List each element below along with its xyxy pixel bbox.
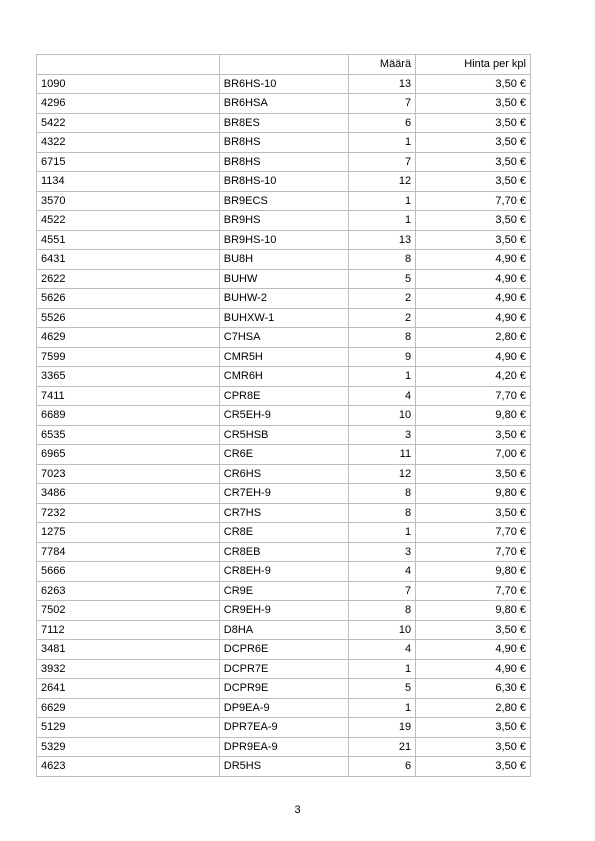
cell-quantity: 6 <box>349 113 416 133</box>
cell-model: CR7HS <box>219 503 349 523</box>
cell-unit-price: 3,50 € <box>416 133 531 153</box>
header-row <box>37 55 531 75</box>
table-row <box>37 328 531 348</box>
cell-quantity: 10 <box>349 620 416 640</box>
cell-id: 1090 <box>37 74 220 94</box>
cell-unit-price: 7,70 € <box>416 581 531 601</box>
table-row <box>37 601 531 621</box>
cell-unit-price: 4,90 € <box>416 289 531 309</box>
table-row <box>37 289 531 309</box>
table-row <box>37 133 531 153</box>
table-row <box>37 464 531 484</box>
table-row <box>37 386 531 406</box>
cell-model: BR8ES <box>219 113 349 133</box>
cell-model: CR5EH-9 <box>219 406 349 426</box>
cell-model: C7HSA <box>219 328 349 348</box>
cell-model: CR9E <box>219 581 349 601</box>
cell-model: DP9EA-9 <box>219 698 349 718</box>
table-header <box>37 55 531 75</box>
cell-id: 4322 <box>37 133 220 153</box>
cell-unit-price: 9,80 € <box>416 406 531 426</box>
table-row <box>37 503 531 523</box>
table-row <box>37 698 531 718</box>
cell-id: 6535 <box>37 425 220 445</box>
header-id <box>37 55 220 75</box>
cell-quantity: 5 <box>349 679 416 699</box>
cell-quantity: 3 <box>349 425 416 445</box>
table-row <box>37 347 531 367</box>
cell-model: BR6HS-10 <box>219 74 349 94</box>
cell-model: BR8HS <box>219 133 349 153</box>
cell-quantity: 21 <box>349 737 416 757</box>
cell-unit-price: 3,50 € <box>416 425 531 445</box>
cell-unit-price: 3,50 € <box>416 718 531 738</box>
table-row <box>37 640 531 660</box>
cell-quantity: 13 <box>349 74 416 94</box>
table-row <box>37 269 531 289</box>
table-row <box>37 172 531 192</box>
table-row <box>37 445 531 465</box>
cell-quantity: 1 <box>349 523 416 543</box>
cell-quantity: 7 <box>349 94 416 114</box>
cell-model: CPR8E <box>219 386 349 406</box>
cell-id: 6629 <box>37 698 220 718</box>
cell-quantity: 4 <box>349 386 416 406</box>
table-row <box>37 406 531 426</box>
header-quantity: Määrä <box>349 55 416 75</box>
cell-model: BUHW-2 <box>219 289 349 309</box>
cell-quantity: 1 <box>349 211 416 231</box>
cell-model: DCPR7E <box>219 659 349 679</box>
cell-model: CR6E <box>219 445 349 465</box>
table-row <box>37 94 531 114</box>
cell-id: 2622 <box>37 269 220 289</box>
table-row <box>37 659 531 679</box>
table-row <box>37 542 531 562</box>
cell-id: 4296 <box>37 94 220 114</box>
cell-model: BR6HSA <box>219 94 349 114</box>
cell-unit-price: 6,30 € <box>416 679 531 699</box>
cell-unit-price: 7,70 € <box>416 542 531 562</box>
cell-quantity: 8 <box>349 328 416 348</box>
cell-quantity: 2 <box>349 289 416 309</box>
price-table <box>36 54 531 777</box>
cell-quantity: 7 <box>349 581 416 601</box>
cell-id: 4629 <box>37 328 220 348</box>
cell-unit-price: 3,50 € <box>416 464 531 484</box>
cell-quantity: 3 <box>349 542 416 562</box>
cell-unit-price: 4,90 € <box>416 659 531 679</box>
cell-id: 7502 <box>37 601 220 621</box>
cell-id: 5526 <box>37 308 220 328</box>
cell-id: 4623 <box>37 757 220 777</box>
header-unit-price: Hinta per kpl <box>416 55 531 75</box>
table-row <box>37 191 531 211</box>
cell-unit-price: 3,50 € <box>416 503 531 523</box>
cell-id: 2641 <box>37 679 220 699</box>
cell-quantity: 10 <box>349 406 416 426</box>
table-row <box>37 523 531 543</box>
cell-id: 3486 <box>37 484 220 504</box>
cell-unit-price: 3,50 € <box>416 230 531 250</box>
cell-id: 5129 <box>37 718 220 738</box>
cell-id: 7411 <box>37 386 220 406</box>
cell-model: BU8H <box>219 250 349 270</box>
cell-unit-price: 3,50 € <box>416 113 531 133</box>
cell-id: 3932 <box>37 659 220 679</box>
table-row <box>37 250 531 270</box>
cell-id: 1275 <box>37 523 220 543</box>
cell-unit-price: 4,90 € <box>416 640 531 660</box>
cell-id: 7599 <box>37 347 220 367</box>
cell-quantity: 19 <box>349 718 416 738</box>
cell-unit-price: 2,80 € <box>416 698 531 718</box>
cell-id: 3365 <box>37 367 220 387</box>
cell-model: CR9EH-9 <box>219 601 349 621</box>
cell-unit-price: 9,80 € <box>416 562 531 582</box>
cell-model: BR9ECS <box>219 191 349 211</box>
cell-quantity: 5 <box>349 269 416 289</box>
table-row <box>37 230 531 250</box>
cell-id: 6965 <box>37 445 220 465</box>
table-row <box>37 718 531 738</box>
cell-id: 7784 <box>37 542 220 562</box>
cell-model: BR8HS <box>219 152 349 172</box>
cell-unit-price: 2,80 € <box>416 328 531 348</box>
table-row <box>37 737 531 757</box>
cell-id: 4522 <box>37 211 220 231</box>
table-row <box>37 425 531 445</box>
cell-id: 6715 <box>37 152 220 172</box>
cell-model: D8HA <box>219 620 349 640</box>
cell-model: BR9HS-10 <box>219 230 349 250</box>
cell-id: 7232 <box>37 503 220 523</box>
cell-model: DR5HS <box>219 757 349 777</box>
cell-model: CR6HS <box>219 464 349 484</box>
cell-quantity: 1 <box>349 133 416 153</box>
cell-unit-price: 3,50 € <box>416 757 531 777</box>
cell-model: DPR7EA-9 <box>219 718 349 738</box>
cell-unit-price: 7,70 € <box>416 386 531 406</box>
cell-quantity: 11 <box>349 445 416 465</box>
table-row <box>37 562 531 582</box>
cell-unit-price: 7,00 € <box>416 445 531 465</box>
cell-id: 7112 <box>37 620 220 640</box>
cell-id: 5422 <box>37 113 220 133</box>
cell-unit-price: 4,90 € <box>416 308 531 328</box>
table-row <box>37 308 531 328</box>
cell-id: 6689 <box>37 406 220 426</box>
cell-id: 4551 <box>37 230 220 250</box>
cell-unit-price: 3,50 € <box>416 152 531 172</box>
cell-id: 6263 <box>37 581 220 601</box>
cell-id: 3481 <box>37 640 220 660</box>
cell-unit-price: 9,80 € <box>416 484 531 504</box>
cell-quantity: 1 <box>349 367 416 387</box>
cell-model: DCPR6E <box>219 640 349 660</box>
table-row <box>37 757 531 777</box>
cell-unit-price: 4,90 € <box>416 250 531 270</box>
cell-unit-price: 3,50 € <box>416 172 531 192</box>
cell-quantity: 13 <box>349 230 416 250</box>
cell-id: 1134 <box>37 172 220 192</box>
cell-unit-price: 4,90 € <box>416 347 531 367</box>
cell-id: 7023 <box>37 464 220 484</box>
cell-model: DCPR9E <box>219 679 349 699</box>
cell-quantity: 1 <box>349 659 416 679</box>
cell-id: 5626 <box>37 289 220 309</box>
cell-quantity: 7 <box>349 152 416 172</box>
table-row <box>37 581 531 601</box>
cell-id: 5329 <box>37 737 220 757</box>
cell-quantity: 8 <box>349 250 416 270</box>
cell-model: CR8EB <box>219 542 349 562</box>
cell-unit-price: 7,70 € <box>416 523 531 543</box>
cell-model: CMR5H <box>219 347 349 367</box>
cell-unit-price: 3,50 € <box>416 211 531 231</box>
table-row <box>37 484 531 504</box>
cell-model: CR7EH-9 <box>219 484 349 504</box>
cell-id: 5666 <box>37 562 220 582</box>
cell-quantity: 1 <box>349 698 416 718</box>
page-number: 3 <box>294 804 301 816</box>
cell-quantity: 8 <box>349 503 416 523</box>
table-row <box>37 113 531 133</box>
cell-unit-price: 3,50 € <box>416 94 531 114</box>
cell-unit-price: 3,50 € <box>416 620 531 640</box>
table-row <box>37 367 531 387</box>
cell-id: 6431 <box>37 250 220 270</box>
cell-quantity: 12 <box>349 172 416 192</box>
cell-model: CMR6H <box>219 367 349 387</box>
cell-unit-price: 9,80 € <box>416 601 531 621</box>
cell-model: DPR9EA-9 <box>219 737 349 757</box>
cell-unit-price: 7,70 € <box>416 191 531 211</box>
table-row <box>37 679 531 699</box>
cell-quantity: 8 <box>349 601 416 621</box>
table-row <box>37 74 531 94</box>
cell-quantity: 4 <box>349 640 416 660</box>
cell-quantity: 1 <box>349 191 416 211</box>
cell-quantity: 8 <box>349 484 416 504</box>
cell-quantity: 2 <box>349 308 416 328</box>
cell-unit-price: 3,50 € <box>416 74 531 94</box>
cell-quantity: 9 <box>349 347 416 367</box>
cell-quantity: 4 <box>349 562 416 582</box>
cell-quantity: 6 <box>349 757 416 777</box>
table-body <box>37 74 531 776</box>
cell-model: BR9HS <box>219 211 349 231</box>
cell-model: BR8HS-10 <box>219 172 349 192</box>
cell-model: CR8EH-9 <box>219 562 349 582</box>
cell-model: BUHXW-1 <box>219 308 349 328</box>
table-row <box>37 620 531 640</box>
cell-unit-price: 3,50 € <box>416 737 531 757</box>
header-model <box>219 55 349 75</box>
cell-model: CR8E <box>219 523 349 543</box>
cell-unit-price: 4,20 € <box>416 367 531 387</box>
table-row <box>37 152 531 172</box>
cell-quantity: 12 <box>349 464 416 484</box>
cell-model: CR5HSB <box>219 425 349 445</box>
cell-unit-price: 4,90 € <box>416 269 531 289</box>
table-row <box>37 211 531 231</box>
cell-id: 3570 <box>37 191 220 211</box>
cell-model: BUHW <box>219 269 349 289</box>
